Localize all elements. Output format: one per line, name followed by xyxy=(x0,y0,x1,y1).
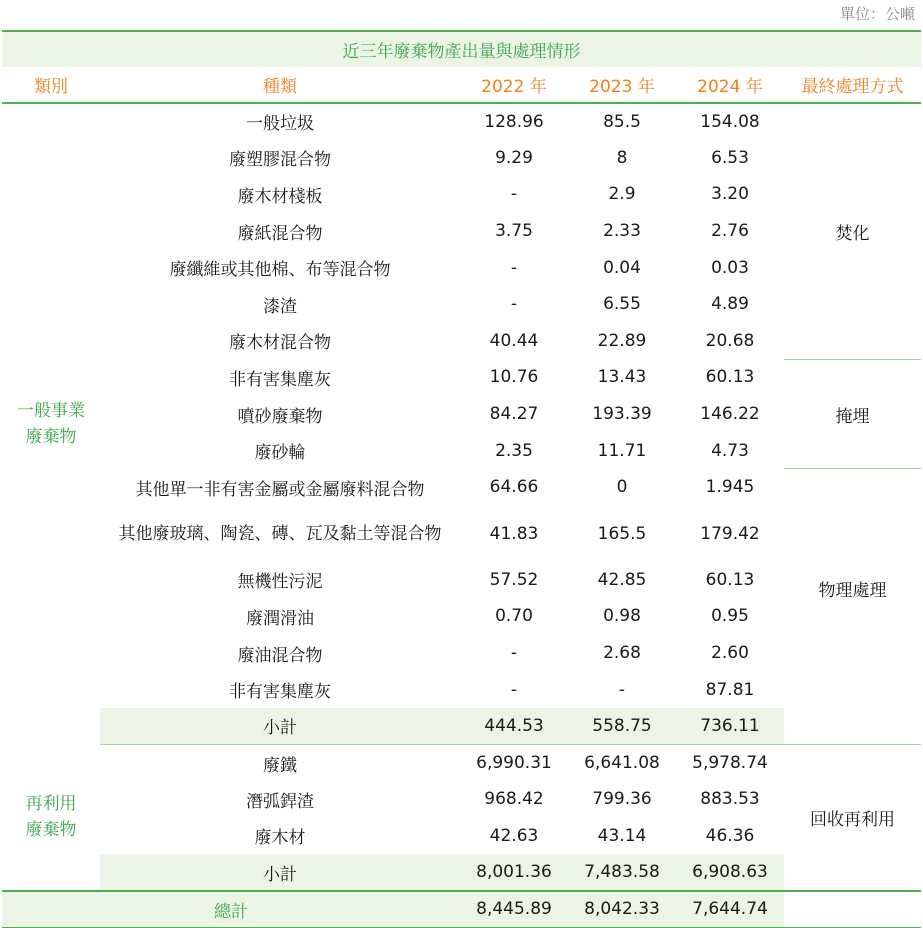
value-2022: 3.75 xyxy=(495,221,533,242)
value-2022: 40.44 xyxy=(489,330,539,351)
method-incineration: 焚化 xyxy=(835,223,870,244)
method-landfill: 掩埋 xyxy=(784,359,921,469)
table-row xyxy=(2,323,921,360)
table-row xyxy=(2,432,921,469)
value-2024: 6.53 xyxy=(711,147,749,168)
table-title: 近三年廢棄物產出量與處理情形 xyxy=(2,31,921,67)
value-2023: 2.33 xyxy=(603,221,641,242)
table-row xyxy=(2,635,921,672)
method-physical: 物理處理 xyxy=(784,469,921,708)
value-2024: 4.73 xyxy=(711,440,749,461)
kind-cell: 非有害集塵灰 xyxy=(229,682,331,703)
kind-cell: 廢潤滑油 xyxy=(246,608,314,629)
value-2024: 4.89 xyxy=(711,294,749,315)
value-2024: 1.945 xyxy=(705,477,755,498)
value-2022: 41.83 xyxy=(489,523,539,544)
value-2023: 0.98 xyxy=(603,606,641,627)
value-2024: 20.68 xyxy=(705,330,755,351)
kind-cell: 廢砂輪 xyxy=(254,443,306,464)
value-2022: - xyxy=(510,643,518,664)
value-2024: 46.36 xyxy=(705,825,755,846)
kind-cell: 潛弧銲渣 xyxy=(246,791,314,812)
value-2024: 883.53 xyxy=(700,789,760,810)
value-2023: 8 xyxy=(616,147,628,168)
header-2024: 2024 年 xyxy=(676,67,784,103)
value-2022: 10.76 xyxy=(489,367,539,388)
value-2022: 64.66 xyxy=(489,477,539,498)
value-2023: 85.5 xyxy=(603,111,641,132)
subtotal-2022: 444.53 xyxy=(460,708,568,745)
subtotal-row-general xyxy=(2,708,921,745)
value-2022: 6,990.31 xyxy=(476,753,552,774)
value-2023: 193.39 xyxy=(592,404,652,425)
value-2023: 42.85 xyxy=(597,569,647,590)
subtotal-2023: 7,483.58 xyxy=(568,854,676,891)
value-2023: 0.04 xyxy=(603,257,641,278)
table-row xyxy=(2,598,921,635)
kind-cell: 無機性污泥 xyxy=(237,572,323,593)
value-2023: - xyxy=(618,679,626,700)
subtotal-label: 小計 xyxy=(100,708,460,745)
value-2022: - xyxy=(510,294,518,315)
value-2023: 22.89 xyxy=(597,330,647,351)
table-row xyxy=(2,140,921,177)
value-2024: 60.13 xyxy=(705,569,755,590)
header-2022: 2022 年 xyxy=(460,67,568,103)
value-2022: 2.35 xyxy=(495,440,533,461)
table-row xyxy=(2,396,921,433)
table-row xyxy=(2,286,921,323)
kind-cell: 廢油混合物 xyxy=(237,645,323,666)
value-2023: 6.55 xyxy=(603,294,641,315)
header-2023: 2023 年 xyxy=(568,67,676,103)
kind-cell: 其他廢玻璃、陶瓷、磚、瓦及黏土等混合物 xyxy=(118,523,442,544)
header-row xyxy=(2,67,921,103)
value-2023: 11.71 xyxy=(597,440,647,461)
value-2024: 146.22 xyxy=(700,404,760,425)
value-2024: 87.81 xyxy=(705,679,755,700)
value-2024: 0.03 xyxy=(711,257,749,278)
value-2022: - xyxy=(510,257,518,278)
subtotal-2023: 558.75 xyxy=(568,708,676,745)
unit-label: 單位：公噸 xyxy=(839,5,915,23)
table-title-row xyxy=(2,31,921,67)
value-2022: 42.63 xyxy=(489,825,539,846)
kind-cell: 一般垃圾 xyxy=(246,114,314,135)
category-general: 一般事業 廢棄物 xyxy=(17,401,85,448)
value-2024: 60.13 xyxy=(705,367,755,388)
table-row xyxy=(2,469,921,506)
value-2023: 165.5 xyxy=(597,523,647,544)
value-2023: 2.68 xyxy=(603,643,641,664)
value-2024: 2.60 xyxy=(711,643,749,664)
table-row xyxy=(2,213,921,250)
table-row xyxy=(2,745,921,782)
subtotal-2024: 6,908.63 xyxy=(676,854,784,891)
total-label: 總計 xyxy=(2,891,460,928)
header-method: 最終處理方式 xyxy=(784,67,921,103)
table-row xyxy=(2,103,921,140)
table-row xyxy=(2,359,921,396)
kind-cell: 廢木材混合物 xyxy=(229,333,331,354)
total-row xyxy=(2,891,921,928)
value-2023: 43.14 xyxy=(597,825,647,846)
category-recycle: 再利用 廢棄物 xyxy=(25,794,77,841)
value-2022: 84.27 xyxy=(489,404,539,425)
value-2024: 179.42 xyxy=(700,523,760,544)
subtotal-2022: 8,001.36 xyxy=(460,854,568,891)
table-row xyxy=(2,506,921,562)
kind-cell: 廢紙混合物 xyxy=(237,223,323,244)
value-2023: 13.43 xyxy=(597,367,647,388)
value-2024: 5,978.74 xyxy=(692,753,768,774)
kind-cell: 廢木材 xyxy=(254,828,306,849)
table-row xyxy=(2,818,921,855)
kind-cell: 噴砂廢棄物 xyxy=(237,406,323,427)
value-2022: - xyxy=(510,184,518,205)
kind-cell: 廢塑膠混合物 xyxy=(229,150,331,171)
total-2022: 8,445.89 xyxy=(460,891,568,928)
header-kind: 種類 xyxy=(100,67,460,103)
kind-cell: 其他單一非有害金屬或金屬廢料混合物 xyxy=(135,479,425,500)
value-2023: 2.9 xyxy=(608,184,636,205)
method-recycle: 回收再利用 xyxy=(810,809,896,830)
value-2022: 128.96 xyxy=(484,111,544,132)
header-category: 類別 xyxy=(2,67,100,103)
value-2024: 3.20 xyxy=(711,184,749,205)
value-2024: 2.76 xyxy=(711,221,749,242)
table-row xyxy=(2,781,921,818)
subtotal-row-recycle xyxy=(2,854,921,891)
waste-table xyxy=(2,30,921,928)
table-row xyxy=(2,249,921,286)
total-2023: 8,042.33 xyxy=(568,891,676,928)
table-row xyxy=(2,176,921,213)
value-2023: 0 xyxy=(616,477,628,498)
subtotal-2024: 736.11 xyxy=(676,708,784,745)
subtotal-method-empty xyxy=(784,708,921,745)
value-2024: 0.95 xyxy=(711,606,749,627)
value-2022: 57.52 xyxy=(489,569,539,590)
kind-cell: 廢木材棧板 xyxy=(237,186,323,207)
table-row xyxy=(2,671,921,708)
value-2022: 968.42 xyxy=(484,789,544,810)
total-method-empty xyxy=(784,891,921,928)
value-2024: 154.08 xyxy=(700,111,760,132)
kind-cell: 非有害集塵灰 xyxy=(229,369,331,390)
total-2024: 7,644.74 xyxy=(676,891,784,928)
value-2022: 9.29 xyxy=(495,147,533,168)
value-2022: - xyxy=(510,679,518,700)
kind-cell: 廢鐵 xyxy=(263,755,297,776)
kind-cell: 漆渣 xyxy=(263,296,297,317)
kind-cell: 廢纖維或其他棉、布等混合物 xyxy=(169,260,391,281)
value-2023: 6,641.08 xyxy=(584,753,660,774)
subtotal-label: 小計 xyxy=(100,854,460,891)
value-2023: 799.36 xyxy=(592,789,652,810)
value-2022: 0.70 xyxy=(495,606,533,627)
table-row xyxy=(2,562,921,599)
